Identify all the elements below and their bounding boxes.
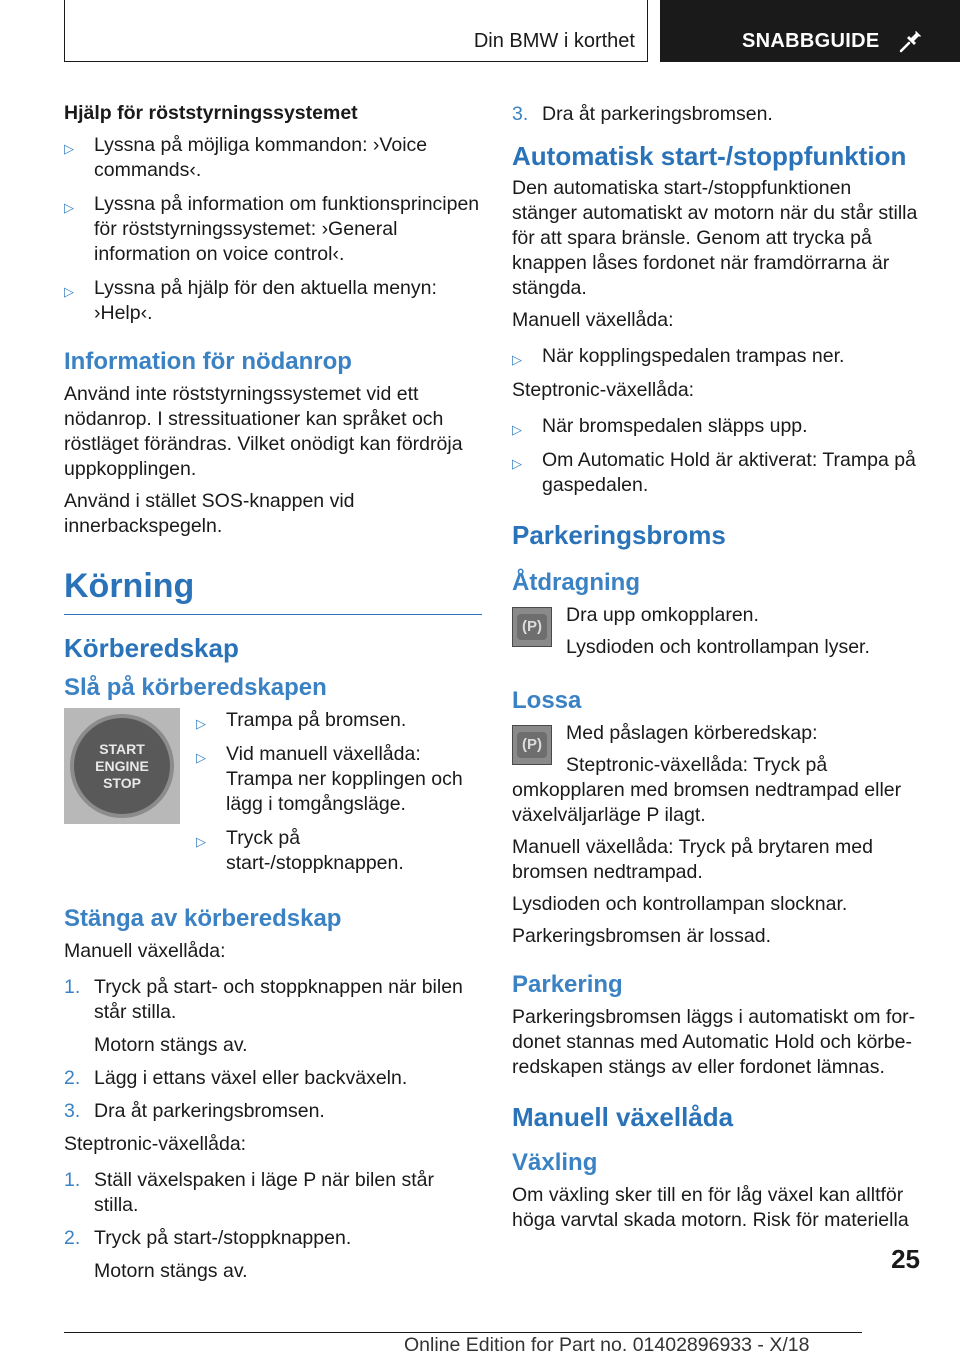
emergency-paragraph: Använd inte röststyrningssystemet vid ett nödanrop. I stressituationer kan språket och röstläget förändras. Vilket onödigt kan fördröja uppkopplingen. <box>64 383 463 480</box>
numbered-item: 1. Tryck på start- och stoppknappen när bilen står stilla. <box>64 976 463 1023</box>
apply-line-1: Dra upp omkopplaren. <box>566 604 759 626</box>
bullet-triangle-icon: ▷ <box>64 200 74 215</box>
manual-gearbox-heading: Manuell växellåda <box>512 1102 734 1132</box>
numbered-item-note: Motorn stängs av. <box>94 1260 248 1282</box>
numbered-item: 2. Tryck på start-/stoppknappen. <box>64 1227 352 1249</box>
release-released-paragraph: Parkeringsbromsen är lossad. <box>512 925 772 947</box>
start-stop-button-label: START ENGINE STOP <box>95 741 149 791</box>
driving-heading: Körning <box>64 567 482 615</box>
numbered-item: 1. Ställ växelspaken i läge P när bilen står stilla. <box>64 1169 435 1216</box>
bullet-triangle-icon: ▷ <box>64 284 74 299</box>
list-item: ▷ När bromspedalen släpps upp. <box>512 414 920 439</box>
page-number: 25 <box>891 1244 920 1274</box>
apply-block <box>512 603 920 667</box>
numbered-item-note: Motorn stängs av. <box>94 1034 248 1056</box>
header-section-tab <box>660 0 960 62</box>
numbered-item: 3. Dra åt parkeringsbromsen. <box>64 1100 325 1122</box>
manual-gearbox-label: Manuell växellåda: <box>512 309 674 331</box>
footer-edition-text: Online Edition for Part no. 01402896933 - X/18 <box>404 1334 810 1356</box>
bullet-triangle-icon: ▷ <box>196 750 206 765</box>
apply-line-2: Lysdioden och kontrollampan lyser. <box>566 636 870 658</box>
list-item: ▷ Trampa på bromsen. <box>196 708 482 733</box>
voice-help-heading: Hjälp för röststyrningssystemet <box>64 102 358 124</box>
release-line-2: Steptronic-växellåda: Tryck på omkopplaren med bromsen nedtrampad eller växelväljarläge P ilagt. <box>512 754 902 826</box>
emergency-sos-paragraph: Använd i stället SOS-knappen vid innerbackspegeln. <box>64 490 355 537</box>
pin-icon <box>898 28 924 54</box>
start-engine-stop-image <box>64 708 180 824</box>
parking-brake-heading: Parkeringsbroms <box>512 520 726 550</box>
list-item: ▷ Vid manuell växellåda: Trampa ner kopplingen och lägg i tomgångsläge. <box>196 743 463 815</box>
bullet-triangle-icon: ▷ <box>512 456 522 471</box>
release-line-1: Med påslagen körberedskap: <box>566 722 818 744</box>
bullet-triangle-icon: ▷ <box>196 716 206 731</box>
release-block <box>512 721 920 828</box>
bullet-triangle-icon: ▷ <box>512 422 522 437</box>
release-led-paragraph: Lysdioden och kontrollampan slocknar. <box>512 893 848 915</box>
parking-paragraph: Parkeringsbromsen läggs i automatiskt om fordonet stannas med Automatic Hold och körberedskapen stängs av eller fordonet lämnas. <box>512 1006 916 1078</box>
release-heading: Lossa <box>512 687 582 714</box>
list-item: ▷ Tryck på start-/stoppknappen. <box>196 827 404 874</box>
list-item: ▷ Lyssna på möjliga kommandon: ›Voice commands‹. <box>64 134 428 181</box>
ready-on-figure-row <box>64 708 482 885</box>
ready-off-heading: Stänga av körberedskap <box>64 905 342 932</box>
shifting-paragraph: Om växling sker till en för låg växel kan alltför höga varvtal skada motorn. Risk för materiella <box>512 1184 909 1231</box>
bullet-triangle-icon: ▷ <box>64 141 74 156</box>
header-section-title: SNABBGUIDE <box>742 30 880 52</box>
emergency-heading: Information för nödanrop <box>64 348 352 375</box>
header-chapter-box <box>64 0 648 62</box>
release-manual-paragraph: Manuell växellåda: Tryck på brytaren med bromsen nedtrampad. <box>512 836 873 883</box>
list-item: ▷ Om Automatic Hold är aktiverat: Trampa på gaspedalen. <box>512 449 916 496</box>
steptronic-label: Steptronic-växellåda: <box>512 379 695 401</box>
parking-heading: Parkering <box>512 971 623 998</box>
left-column <box>64 102 482 1291</box>
parking-brake-icon: (P) <box>512 607 552 647</box>
numbered-item: 2. Lägg i ettans växel eller backväxeln. <box>64 1067 408 1089</box>
ready-on-heading: Slå på körberedskapen <box>64 674 327 701</box>
header-chapter-title: Din BMW i korthet <box>473 30 635 52</box>
steptronic-label: Steptronic-växellåda: <box>64 1133 247 1155</box>
apply-heading: Åtdragning <box>512 569 640 596</box>
bullet-triangle-icon: ▷ <box>512 352 522 367</box>
ready-heading: Körberedskap <box>64 633 239 663</box>
bullet-triangle-icon: ▷ <box>196 834 206 849</box>
list-item: ▷ Lyssna på hjälp för den aktuella menyn: ›Help‹. <box>64 277 437 324</box>
footer-divider <box>64 1332 862 1333</box>
shifting-heading: Växling <box>512 1149 598 1176</box>
auto-start-stop-paragraph: Den automatiska start-/stoppfunktionen stänger automatiskt av motorn när du står stilla för att spara bränsle. Genom att trycka på knappen låses fordonet när framdörrarna är stängda. <box>512 177 918 299</box>
numbered-item: 3. Dra åt parkeringsbromsen. <box>512 103 773 125</box>
manual-gearbox-label: Manuell växellåda: <box>64 940 226 962</box>
list-item: ▷ När kopplingspedalen trampas ner. <box>512 344 920 369</box>
parking-brake-icon: (P) <box>512 725 552 765</box>
list-item: ▷ Lyssna på information om funktionsprincipen för röststyrningssystemet: ›General information on voice control‹. <box>64 193 480 265</box>
auto-start-stop-heading: Automatisk start-/stoppfunktion <box>512 141 907 171</box>
right-column <box>512 102 920 1240</box>
